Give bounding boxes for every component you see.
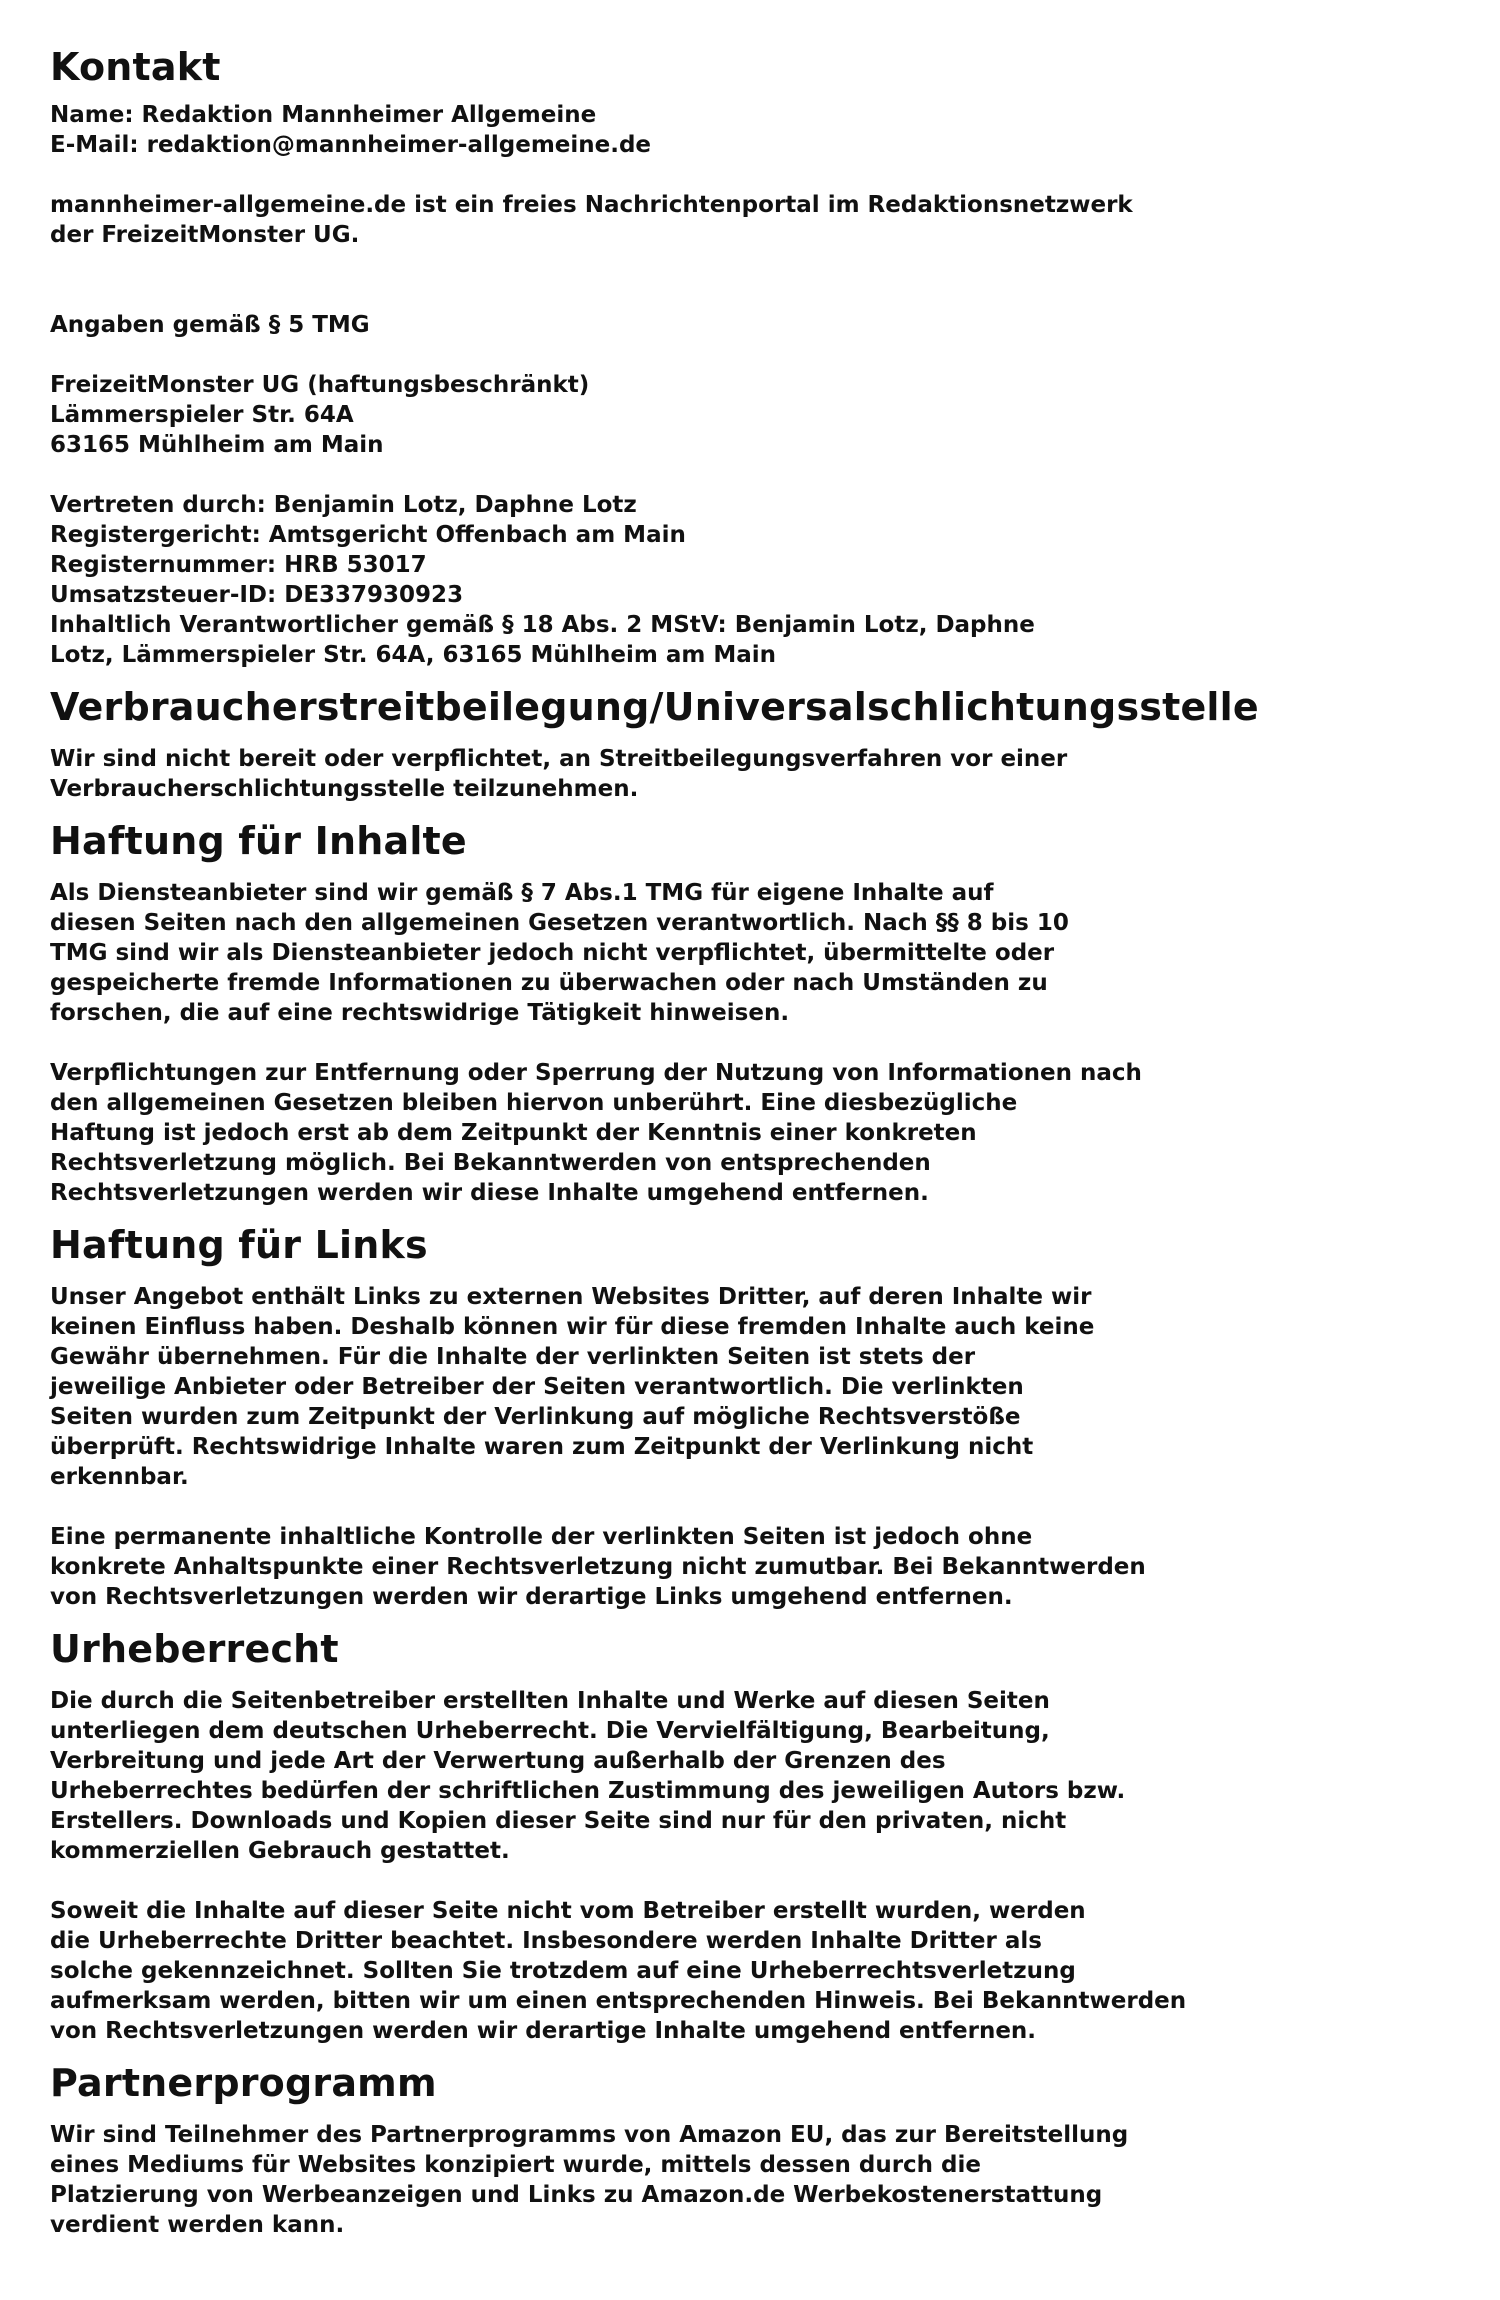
- section-urheberrecht: [50, 1626, 1340, 2046]
- streitbeilegung-text: Wir sind nicht bereit oder verpflichtet, an Streitbeilegungsverfahren vor einer Verbraucherschlichtungsstelle teilzunehmen.: [50, 746, 1068, 802]
- imprint-content: [50, 44, 1340, 2254]
- haftung-inhalte-paragraph-2: Verpflichtungen zur Entfernung oder Sperrung der Nutzung von Informationen nach den allgemeinen Gesetzen bleiben hiervon unberührt. Eine diesbezügliche Haftung ist jedoch erst ab dem Zeitpunkt der Kenntnis einer konkreten Rechtsverletzung möglich. Bei Bekanntwerden von entsprechenden Rechtsverletzungen werden wir diese Inhalte umgehend entfernen.: [50, 1060, 1142, 1206]
- kontakt-email-line: [50, 130, 1340, 160]
- tmg-heading: Angaben gemäß § 5 TMG: [50, 312, 370, 338]
- section-haftung-inhalte: [50, 818, 1340, 1208]
- haftung-inhalte-paragraph-1: Als Diensteanbieter sind wir gemäß § 7 Abs.1 TMG für eigene Inhalte auf diesen Seiten nach den allgemeinen Gesetzen verantwortlich. Nach §§ 8 bis 10 TMG sind wir als Diensteanbieter jedoch nicht verpflichtet, übermittelte oder gespeicherte fremde Informationen zu überwachen oder nach Umständen zu forschen, die auf eine rechtswidrige Tätigkeit hinweisen.: [50, 880, 1069, 1026]
- portal-description: mannheimer-allgemeine.de ist ein freies Nachrichtenportal im Redaktionsnetzwerk der FreizeitMonster UG.: [50, 192, 1133, 248]
- section-partnerprogramm: [50, 2060, 1340, 2240]
- haftung-inhalte-heading: Haftung für Inhalte: [50, 819, 467, 863]
- company-address: FreizeitMonster UG (haftungsbeschränkt) Lämmerspieler Str. 64A 63165 Mühlheim am Main: [50, 372, 590, 458]
- email-link[interactable]: redaktion@mannheimer-allgemeine.de: [146, 132, 652, 158]
- urheberrecht-heading: Urheberrecht: [50, 1627, 339, 1671]
- section-haftung-links: [50, 1222, 1340, 1612]
- partnerprogramm-text: Wir sind Teilnehmer des Partnerprogramms von Amazon EU, das zur Bereitstellung eines Mediums für Websites konzipiert wurde, mittels dessen durch die Platzierung von Werbeanzeigen und Links zu Amazon.de Werbekostenerstattung verdient werden kann.: [50, 2122, 1129, 2238]
- haftung-links-paragraph-2: Eine permanente inhaltliche Kontrolle der verlinkten Seiten ist jedoch ohne konkrete Anhaltspunkte einer Rechtsverletzung nicht zumutbar. Bei Bekanntwerden von Rechtsverletzungen werden wir derartige Links umgehend entfernen.: [50, 1524, 1146, 1610]
- kontakt-heading: Kontakt: [50, 45, 221, 89]
- company-details: Vertreten durch: Benjamin Lotz, Daphne Lotz Registergericht: Amtsgericht Offenbach am Main Registernummer: HRB 53017 Umsatzsteuer-ID: DE337930923 Inhaltlich Verantwortlicher gemäß § 18 Abs. 2 MStV: Benjamin Lotz, Daphne Lotz, Lämmerspieler Str. 64A, 63165 Mühlheim am Main: [50, 492, 1035, 668]
- section-streitbeilegung: [50, 684, 1340, 804]
- streitbeilegung-heading: Verbraucherstreitbeilegung/Universalschlichtungsstelle: [50, 685, 1259, 729]
- email-label: E-Mail:: [50, 132, 147, 158]
- haftung-links-paragraph-1: Unser Angebot enthält Links zu externen Websites Dritter, auf deren Inhalte wir keinen Einfluss haben. Deshalb können wir für diese fremden Inhalte auch keine Gewähr übernehmen. Für die Inhalte der verlinkten Seiten ist stets der jeweilige Anbieter oder Betreiber der Seiten verantwortlich. Die verlinkten Seiten wurden zum Zeitpunkt der Verlinkung auf mögliche Rechtsverstöße überprüft. Rechtswidrige Inhalte waren zum Zeitpunkt der Verlinkung nicht erkennbar.: [50, 1284, 1095, 1490]
- urheberrecht-paragraph-2: Soweit die Inhalte auf dieser Seite nicht vom Betreiber erstellt wurden, werden die Urheberrechte Dritter beachtet. Insbesondere werden Inhalte Dritter als solche gekennzeichnet. Sollten Sie trotzdem auf eine Urheberrechtsverletzung aufmerksam werden, bitten wir um einen entsprechenden Hinweis. Bei Bekanntwerden von Rechtsverletzungen werden wir derartige Inhalte umgehend entfernen.: [50, 1898, 1187, 2044]
- partnerprogramm-heading: Partnerprogramm: [50, 2061, 437, 2105]
- kontakt-name: Name: Redaktion Mannheimer Allgemeine: [50, 102, 597, 128]
- haftung-links-heading: Haftung für Links: [50, 1223, 428, 1267]
- urheberrecht-paragraph-1: Die durch die Seitenbetreiber erstellten Inhalte und Werke auf diesen Seiten unterliegen dem deutschen Urheberrecht. Die Vervielfältigung, Bearbeitung, Verbreitung und jede Art der Verwertung außerhalb der Grenzen des Urheberrechtes bedürfen der schriftlichen Zustimmung des jeweiligen Autors bzw. Erstellers. Downloads und Kopien dieser Seite sind nur für den privaten, nicht kommerziellen Gebrauch gestattet.: [50, 1688, 1126, 1864]
- section-kontakt: [50, 44, 1340, 670]
